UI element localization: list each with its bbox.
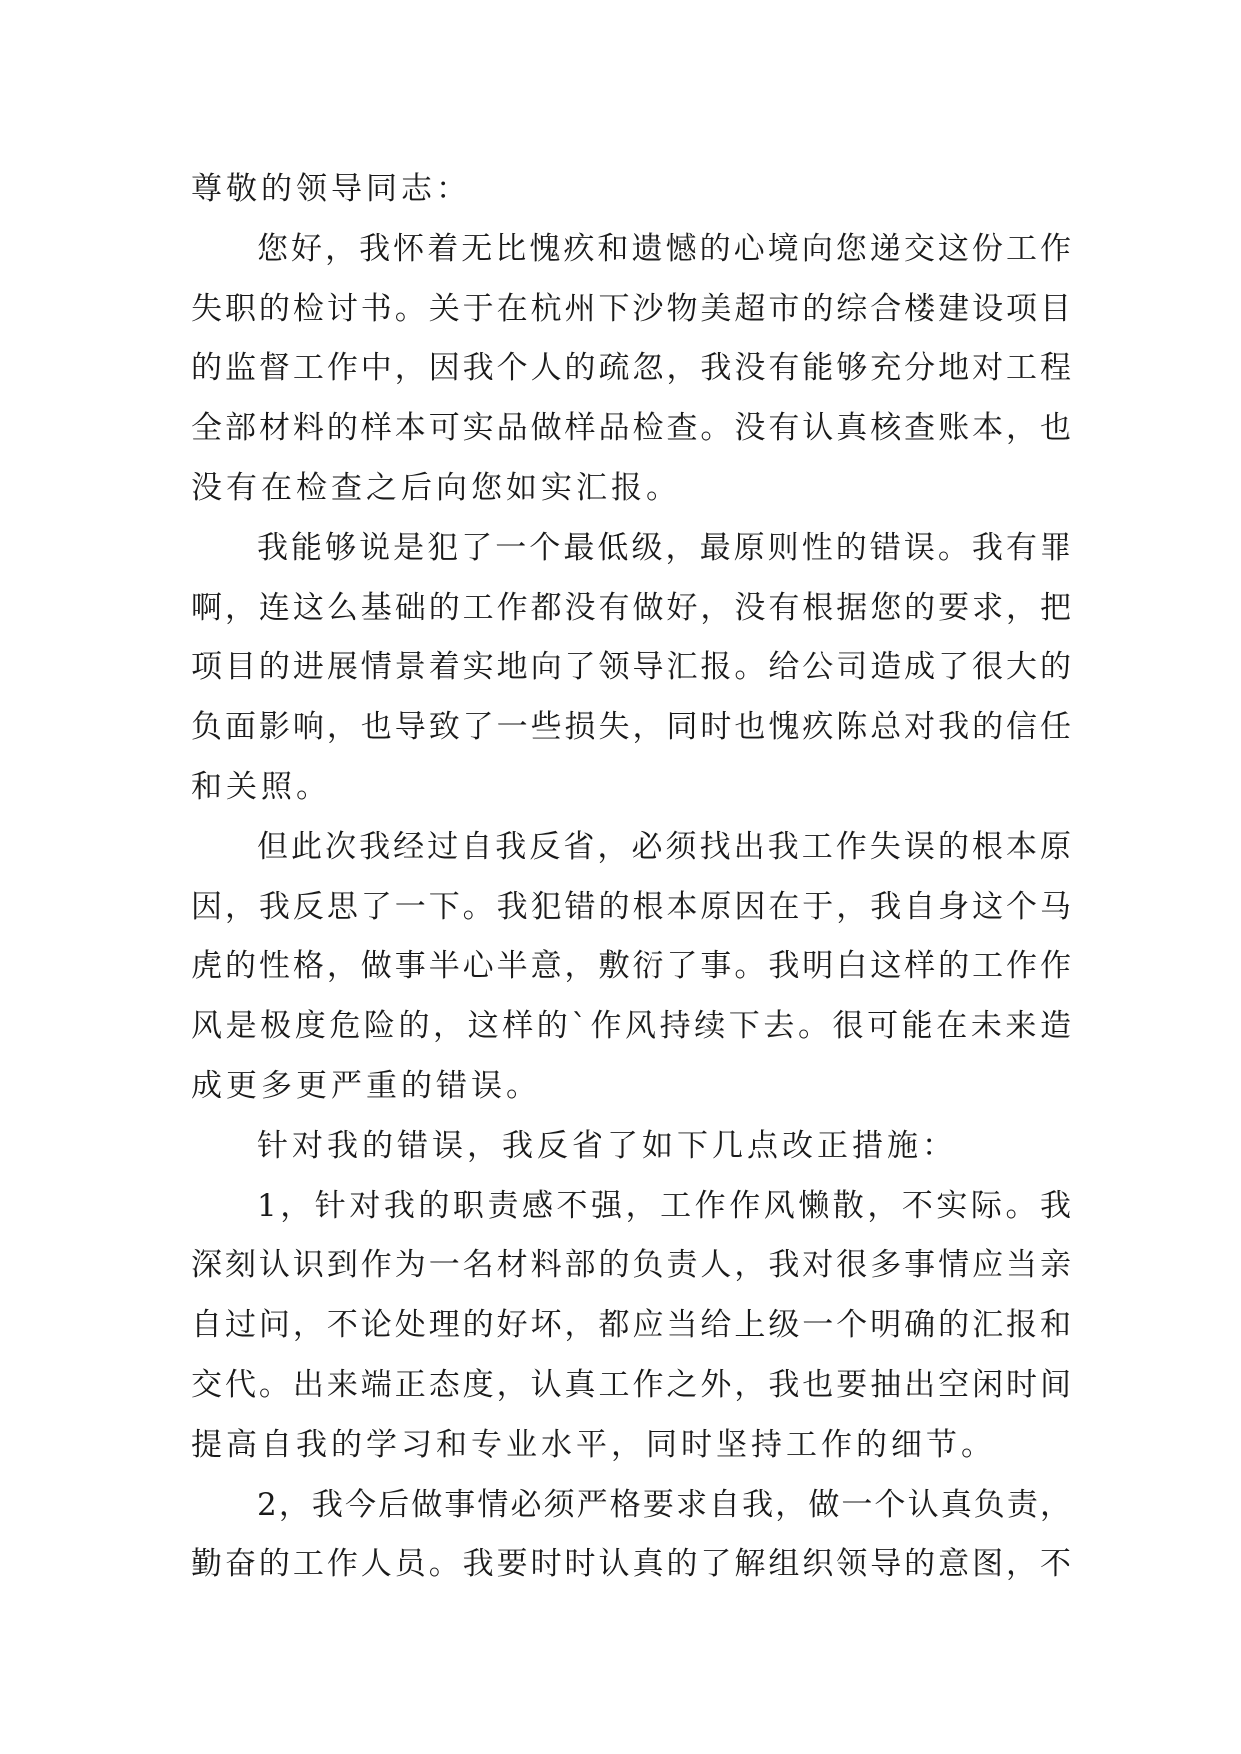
text-line: 2，我今后做事情必须严格要求自我，做一个认真负责，	[257, 1486, 1071, 1523]
text-line: 失职的检讨书。关于在杭州下沙物美超市的综合楼建设项目	[191, 290, 1071, 327]
text-line: 1，针对我的职责感不强，工作作风懒散，不实际。我	[257, 1187, 1071, 1224]
text-line: 勤奋的工作人员。我要时时认真的了解组织领导的意图，不	[191, 1546, 1071, 1583]
text-line: 虎的性格，做事半心半意，敷衍了事。我明白这样的工作作	[191, 948, 1071, 985]
text-line: 自过问，不论处理的好坏，都应当给上级一个明确的汇报和	[191, 1307, 1071, 1344]
text-line: 和关照。	[191, 768, 331, 805]
text-line: 深刻认识到作为一名材料部的负责人，我对很多事情应当亲	[191, 1247, 1071, 1284]
text-line: 但此次我经过自我反省，必须找出我工作失误的根本原	[257, 828, 1071, 865]
salutation-line: 尊敬的领导同志：	[191, 171, 471, 207]
document-body	[191, 160, 1071, 1595]
text-line: 您好，我怀着无比愧疚和遗憾的心境向您递交这份工作	[257, 230, 1071, 267]
text-line: 交代。出来端正态度，认真工作之外，我也要抽出空闲时间	[191, 1366, 1071, 1403]
text-line: 全部材料的样本可实品做样品检查。没有认真核查账本，也	[191, 410, 1071, 447]
text-line: 提高自我的学习和专业水平，同时坚持工作的细节。	[191, 1426, 996, 1463]
text-line: 成更多更严重的错误。	[191, 1067, 541, 1104]
text-line: 的监督工作中，因我个人的疏忽，我没有能够充分地对工程	[191, 350, 1071, 387]
text-line: 针对我的错误，我反省了如下几点改正措施：	[257, 1127, 957, 1164]
text-line: 啊，连这么基础的工作都没有做好，没有根据您的要求，把	[191, 589, 1071, 626]
text-line: 因，我反思了一下。我犯错的根本原因在于，我自身这个马	[191, 888, 1071, 925]
text-line: 负面影响，也导致了一些损失，同时也愧疚陈总对我的信任	[191, 709, 1071, 746]
text-line: 没有在检查之后向您如实汇报。	[191, 469, 681, 506]
text-line: 风是极度危险的，这样的`作风持续下去。很可能在未来造	[191, 1008, 1071, 1045]
text-line: 项目的进展情景着实地向了领导汇报。给公司造成了很大的	[191, 649, 1071, 686]
text-line: 我能够说是犯了一个最低级，最原则性的错误。我有罪	[257, 529, 1071, 566]
